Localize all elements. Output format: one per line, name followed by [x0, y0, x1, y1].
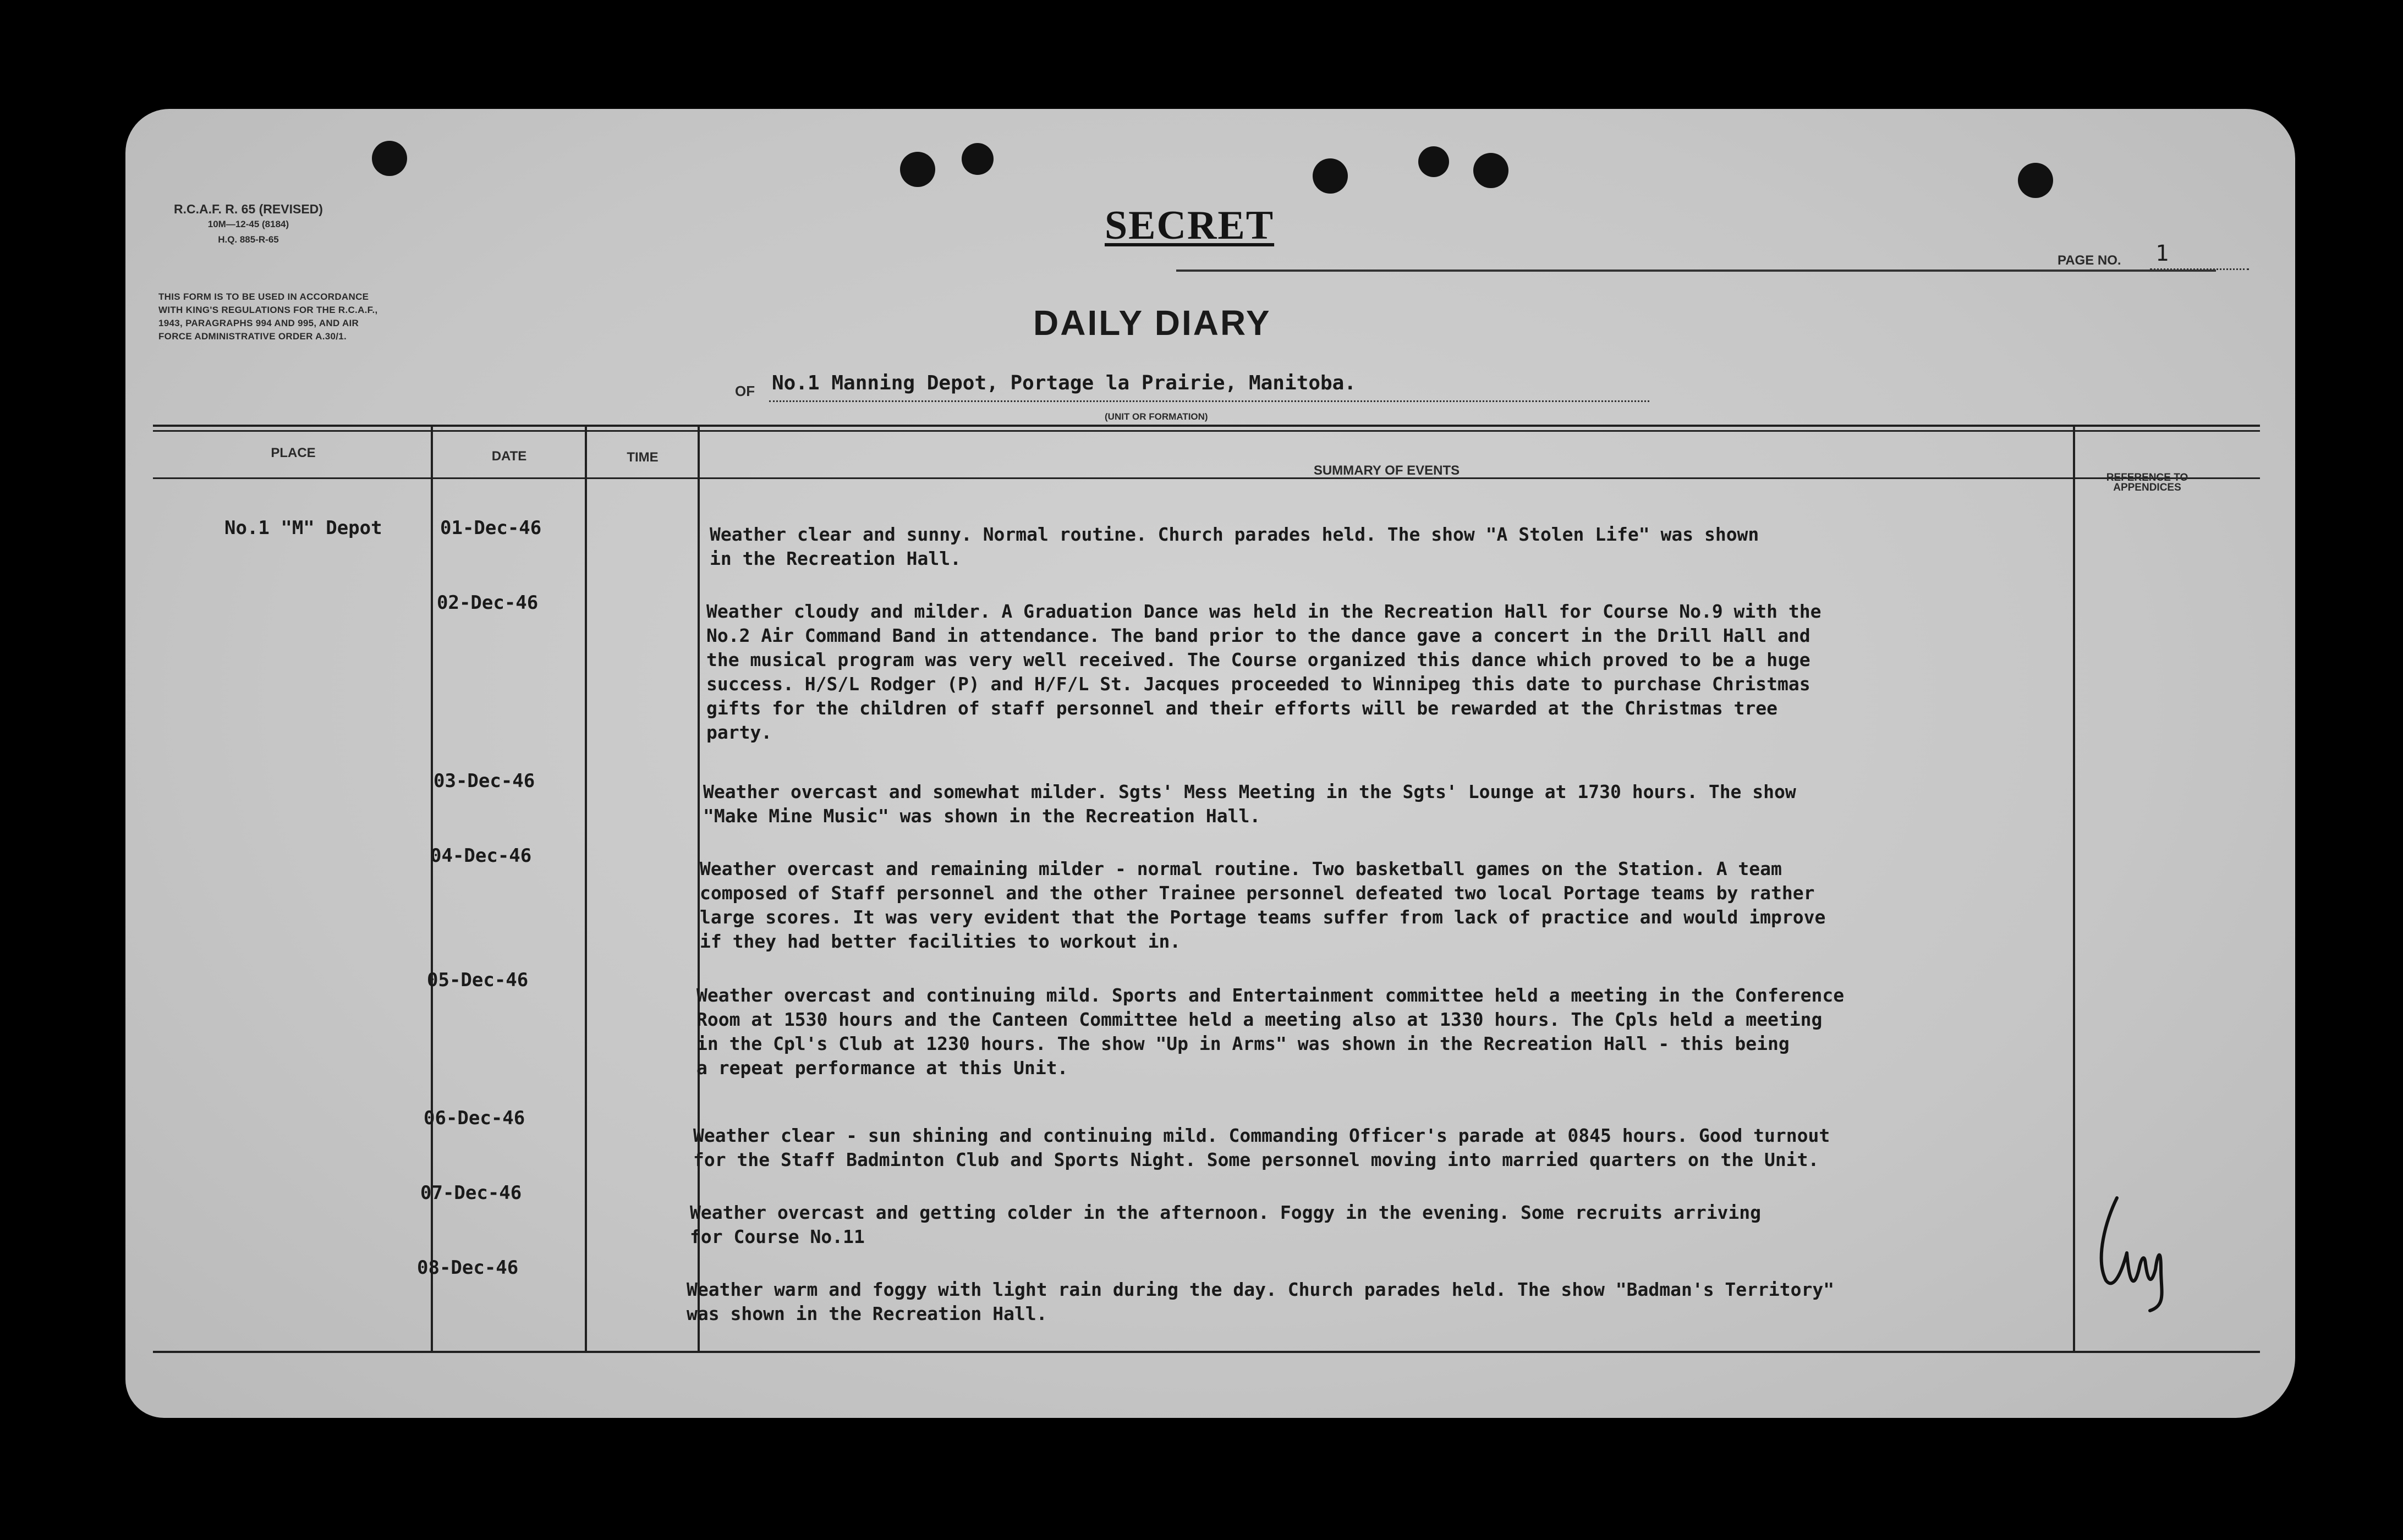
- summary-line: party.: [706, 722, 772, 743]
- signature-initials: [2084, 1187, 2183, 1319]
- summary-line: in the Recreation Hall.: [710, 548, 961, 569]
- table-top-rule: [153, 430, 2260, 432]
- summary-line: composed of Staff personnel and the other Trainee personnel defeated two local Portage teams by rather: [700, 882, 1815, 904]
- punch-hole: [900, 152, 935, 187]
- summary-line: the musical program was very well received. The Course organized this dance which proved to be a huge: [706, 649, 1811, 670]
- summary-line: success. H/S/L Rodger (P) and H/F/L St. Jacques proceeded to Winnipeg this date to purchase Christmas: [706, 673, 1811, 695]
- entry-summary: [703, 780, 1796, 828]
- summary-line: large scores. It was very evident that the Portage teams suffer from lack of practice and would improve: [700, 906, 1826, 928]
- entry-date: 08-Dec-46: [417, 1257, 519, 1279]
- punch-hole: [2018, 163, 2053, 198]
- summary-line: gifts for the children of staff personnel and their efforts will be rewarded at the Christmas tree: [706, 697, 1778, 719]
- punch-hole: [1313, 158, 1348, 194]
- of-label: OF: [735, 383, 755, 399]
- summary-line: "Make Mine Music" was shown in the Recreation Hall.: [703, 805, 1261, 827]
- form-reference: [174, 201, 323, 248]
- unit-caption: (UNIT OR FORMATION): [1105, 411, 1208, 422]
- punch-hole: [962, 143, 994, 175]
- entry-date: 07-Dec-46: [420, 1182, 522, 1204]
- summary-line: Room at 1530 hours and the Canteen Committee held a meeting also at 1330 hours. The Cpls held a meeting: [696, 1009, 1823, 1030]
- entry-date: 03-Dec-46: [434, 770, 535, 792]
- entry-date: 06-Dec-46: [424, 1107, 525, 1129]
- hq-file: H.Q. 885-R-65: [218, 234, 279, 245]
- column-header-summary: SUMMARY OF EVENTS: [1313, 463, 1460, 478]
- summary-line: was shown in the Recreation Hall.: [687, 1303, 1047, 1324]
- summary-line: in the Cpl's Club at 1230 hours. The show "Up in Arms" was shown in the Recreation Hall - this being: [696, 1033, 1790, 1054]
- column-divider: [431, 427, 433, 1351]
- entry-summary: [696, 983, 1844, 1080]
- summary-line: Weather clear - sun shining and continuing mild. Commanding Officer's parade at 0845 hours. Good turnout: [693, 1125, 1830, 1146]
- entry-summary: [700, 857, 1825, 954]
- diary-card: [125, 109, 2295, 1418]
- entry-summary: [706, 600, 1822, 745]
- form-instructions: THIS FORM IS TO BE USED IN ACCORDANCE WITH KING'S REGULATIONS FOR THE R.C.A.F., 1943, PARAGRAPHS 994 AND 995, AND AIR FORCE ADMINISTRATIVE ORDER A.30/1.: [158, 292, 378, 342]
- summary-line: Weather warm and foggy with light rain during the day. Church parades held. The show "Badman's Territory": [687, 1279, 1835, 1300]
- summary-line: Weather overcast and somewhat milder. Sgts' Mess Meeting in the Sgts' Lounge at 1730 hours. The show: [703, 781, 1796, 802]
- column-divider: [585, 427, 587, 1351]
- form-number: R.C.A.F. R. 65 (REVISED): [174, 202, 323, 216]
- summary-line: for Course No.11: [690, 1226, 865, 1247]
- print-code: 10M—12-45 (8184): [207, 219, 289, 229]
- column-header-reference: REFERENCE TO APPENDICES: [2106, 472, 2188, 493]
- entry-summary: [710, 522, 1759, 571]
- entry-summary: [693, 1124, 1830, 1172]
- page-number: 1: [2155, 241, 2169, 266]
- summary-line: Weather overcast and continuing mild. Sports and Entertainment committee held a meeting in the Conference: [696, 985, 1845, 1006]
- entry-date: 02-Dec-46: [437, 592, 539, 614]
- punch-hole: [1473, 153, 1508, 188]
- punch-hole: [1418, 146, 1449, 177]
- entry-date: 05-Dec-46: [427, 969, 529, 991]
- classification-stamp: SECRET: [1105, 203, 1275, 248]
- unit-line: [769, 400, 1649, 402]
- summary-line: for the Staff Badminton Club and Sports Night. Some personnel moving into married quarters on the Unit.: [693, 1149, 1819, 1170]
- summary-line: if they had better facilities to workout in.: [700, 931, 1181, 952]
- unit-name: No.1 Manning Depot, Portage la Prairie, Manitoba.: [772, 372, 1357, 394]
- summary-line: Weather clear and sunny. Normal routine. Church parades held. The show "A Stolen Life" was shown: [710, 524, 1759, 545]
- table-top-rule: [153, 425, 2260, 427]
- entry-date: 04-Dec-46: [430, 845, 532, 867]
- entry-place: No.1 "M" Depot: [224, 517, 382, 539]
- summary-line: a repeat performance at this Unit.: [696, 1057, 1068, 1079]
- column-header-time: TIME: [627, 450, 659, 465]
- column-header-date: DATE: [491, 449, 527, 464]
- table-bottom-rule: [153, 1351, 2260, 1353]
- entry-summary: [687, 1278, 1834, 1326]
- summary-line: Weather cloudy and milder. A Graduation Dance was held in the Recreation Hall for Course No.9 with the: [706, 601, 1822, 622]
- summary-line: Weather overcast and getting colder in the afternoon. Foggy in the evening. Some recruits arriving: [690, 1202, 1762, 1223]
- page-title: DAILY DIARY: [1033, 303, 1271, 343]
- punch-hole: [372, 141, 407, 176]
- column-header-place: PLACE: [271, 446, 316, 460]
- header-rule: [1176, 270, 2216, 272]
- page-label: PAGE NO.: [2058, 253, 2121, 268]
- entry-summary: [690, 1201, 1761, 1249]
- column-divider: [2073, 427, 2075, 1351]
- summary-line: No.2 Air Command Band in attendance. The band prior to the dance gave a concert in the Drill Hall and: [706, 625, 1811, 646]
- entry-date: 01-Dec-46: [440, 517, 542, 539]
- summary-line: Weather overcast and remaining milder - normal routine. Two basketball games on the Station. A team: [700, 858, 1782, 879]
